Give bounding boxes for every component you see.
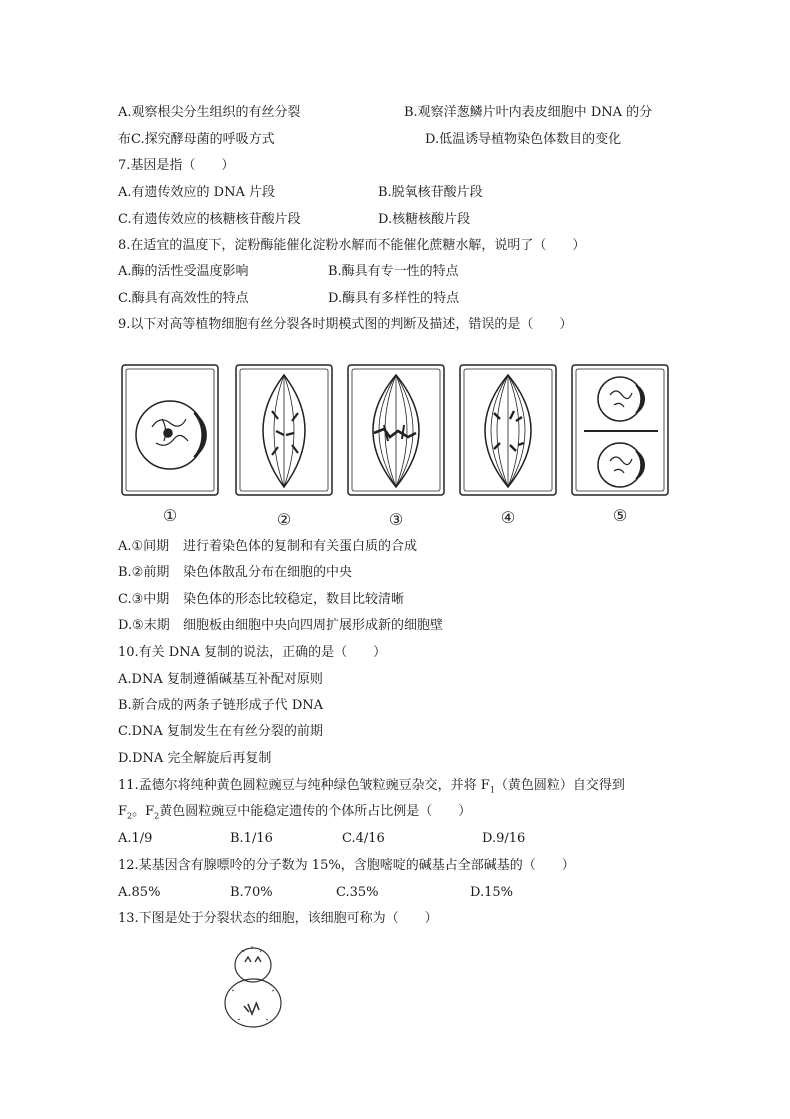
q12-stem: 12.某基因含有腺嘌呤的分子数为 15%，含胞嘧啶的碱基占全部碱基的（ ） [118,858,575,873]
q7-option-d: D.核糖核酸片段 [378,212,471,227]
q6-option-d: D.低温诱导植物染色体数目的变化 [425,132,622,147]
q6-line2 [118,130,275,150]
q9-option-a-desc: 进行着染色体的复制和有关蛋白质的合成 [183,539,418,554]
q9-option-d-desc: 细胞板由细胞中央向四周扩展形成新的细胞壁 [183,618,444,633]
q12-option-c: C.35% [336,885,379,900]
q6-option-b-part2: 布 [118,132,132,147]
q9-option-b [118,563,352,583]
q12-option-d: D.15% [470,885,513,900]
q7-option-a: A.有遗传效应的 DNA 片段 [118,185,275,200]
q11-stem-2c: 黄色圆粒豌豆中能稳定遗传的个体所占比例是（ ） [159,804,472,819]
q6-option-b-part1: B.观察洋葱鳞片叶内表皮细胞中 DNA 的分 [404,105,653,120]
q8-option-c: C.酶具有高效性的特点 [118,291,249,306]
q10-option-a: A.DNA 复制遵循碱基互补配对原则 [118,672,323,687]
fig-label-4: ④ [500,508,516,527]
fig-label-1: ① [162,506,178,525]
q11-stem-2-sub2: 2 [154,811,160,821]
q12-option-b: B.70% [230,885,273,900]
q8-stem: 8.在适宜的温度下，淀粉酶能催化淀粉水解而不能催化蔗糖水解，说明了（ ） [118,238,586,253]
q11-stem-2b: 。F [132,804,155,819]
q11-stem-2-sub1: 2 [127,811,133,821]
q9-option-c-desc: 染色体的形态比较稳定，数目比较清晰 [183,592,405,607]
q10-option-b: B.新合成的两条子链形成子代 DNA [118,698,324,713]
fig-label-5: ⑤ [612,506,628,525]
q10-stem: 10.有关 DNA 复制的说法，正确的是（ ） [118,645,387,660]
q7-option-c: C.有遗传效应的核糖核苷酸片段 [118,212,301,227]
q11-stem-2a: F [118,804,128,819]
q8-option-a: A.酶的活性受温度影响 [118,264,249,279]
q11-stem-line2 [118,802,471,822]
q9-option-b-desc: 染色体散乱分布在细胞的中央 [183,565,353,580]
q11-option-d: D.9/16 [482,831,526,846]
q11-stem-1a: 11.孟德尔将纯种黄色圆粒豌豆与纯种绿色皱粒豌豆杂交，并将 F [118,778,490,793]
mitosis-figure [112,355,676,535]
q9-option-a [118,537,417,557]
q11-stem-line1 [118,776,625,796]
cell-4 [460,365,556,495]
q12-option-a: A.85% [118,885,161,900]
fig-label-3: ③ [388,510,404,529]
q11-option-b: B.1/16 [230,831,273,846]
q10-option-c: C.DNA 复制发生在有丝分裂的前期 [118,724,323,739]
q11-stem-1-sub: 1 [489,785,495,795]
q9-stem: 9.以下对高等植物细胞有丝分裂各时期模式图的判断及描述，错误的是（ ） [118,317,573,332]
dividing-cell-figure [218,940,288,1032]
cell-1-interphase [122,365,218,495]
q6-option-a: A.观察根尖分生组织的有丝分裂 [118,105,301,120]
q7-option-b: B.脱氧核苷酸片段 [378,185,483,200]
q11-option-c: C.4/16 [342,831,385,846]
q6-option-c: C.探究酵母菌的呼吸方式 [131,132,275,147]
q9-option-c-label: C.③中期 [118,592,170,607]
cell-5 [572,365,668,495]
q11-stem-1b: （黄色圆粒）自交得到 [494,778,625,793]
q11-option-a: A.1/9 [118,831,153,846]
q9-option-a-label: A.①间期 [118,539,170,554]
cell-3 [348,365,444,495]
q8-option-b: B.酶具有专一性的特点 [328,264,459,279]
q9-option-d-label: D.⑤末期 [118,618,170,633]
fig-label-2: ② [276,510,292,529]
q9-option-b-label: B.②前期 [118,565,170,580]
q7-stem: 7.基因是指（ ） [118,158,235,173]
q13-stem: 13.下图是处于分裂状态的细胞，该细胞可称为（ ） [118,911,438,926]
q10-option-d: D.DNA 完全解旋后再复制 [118,751,272,766]
q9-option-c [118,590,404,610]
q8-option-d: D.酶具有多样性的特点 [328,291,460,306]
q9-option-d [118,616,443,636]
cell-2 [236,365,332,495]
